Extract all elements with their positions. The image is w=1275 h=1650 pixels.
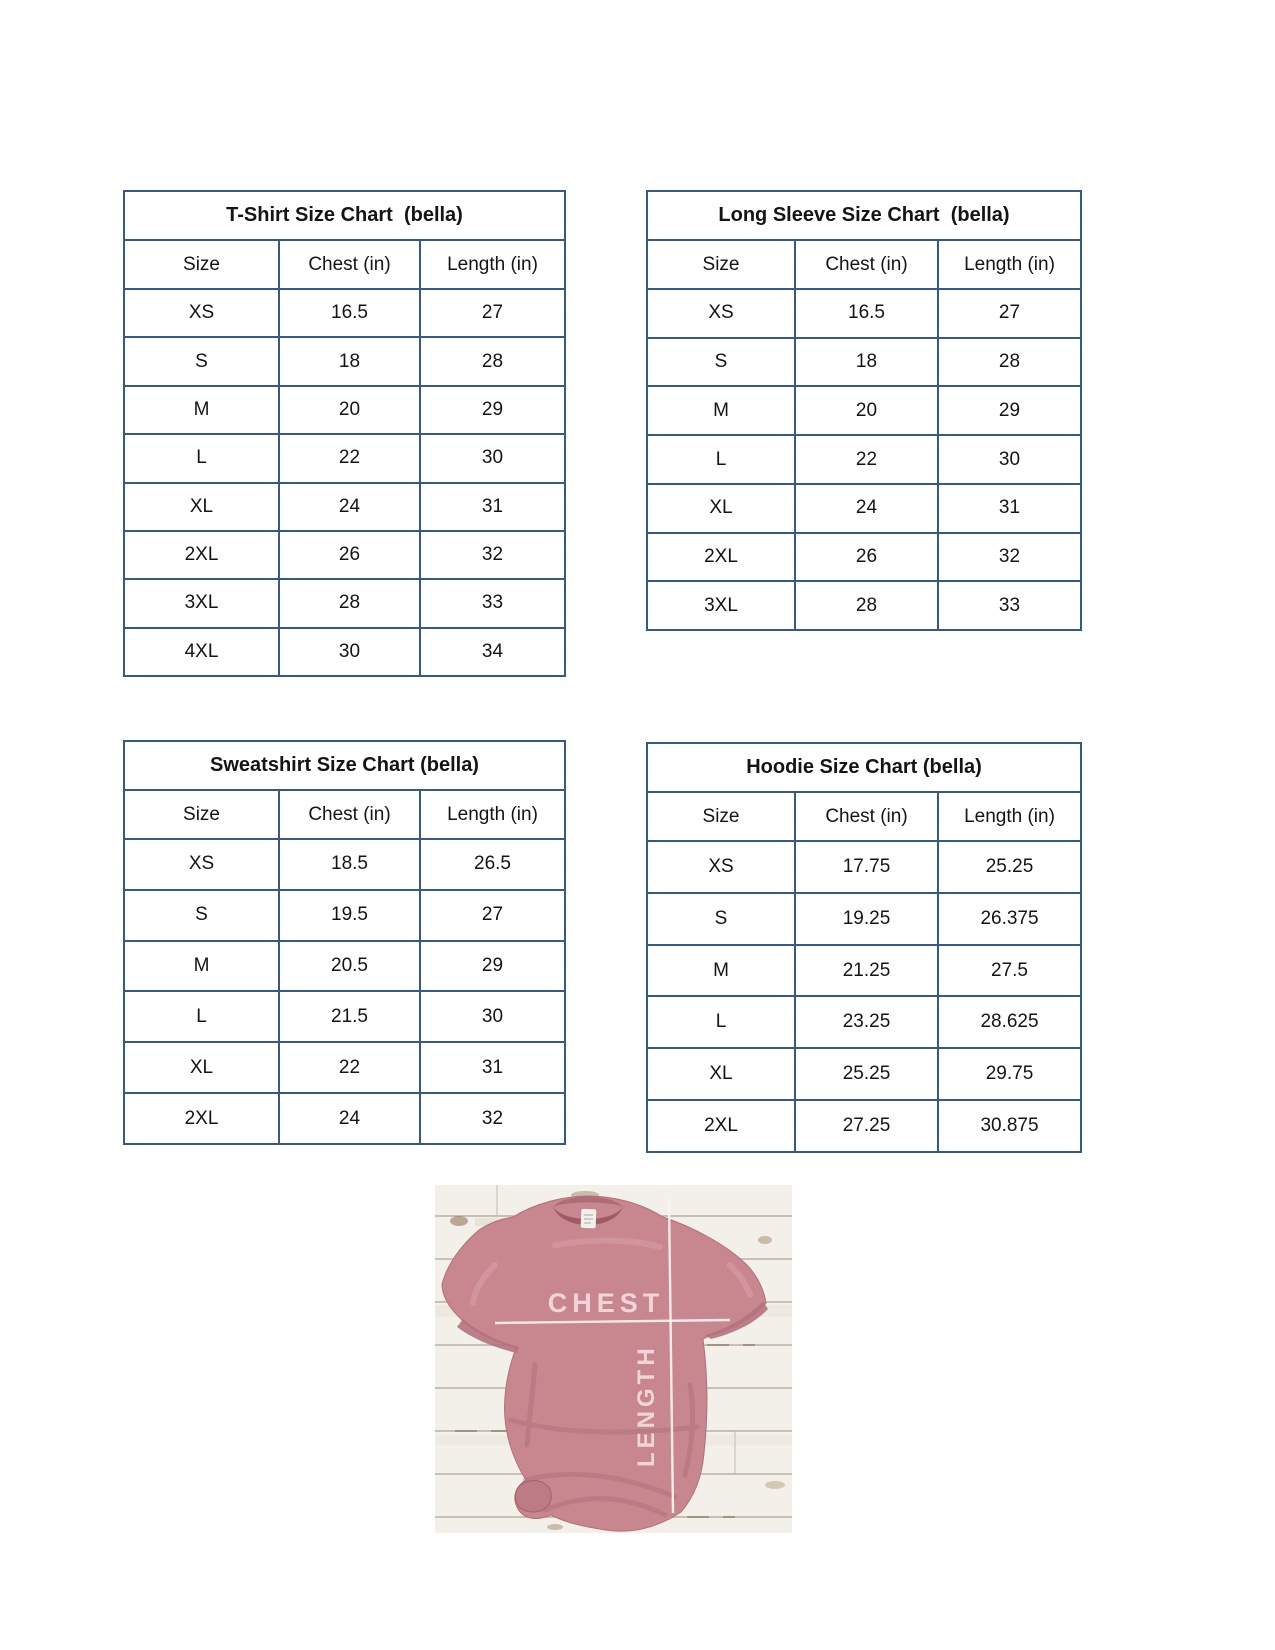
size-cell: 22 (794, 436, 937, 483)
size-cell: L (715, 448, 727, 470)
size-cell: 31 (419, 484, 564, 530)
size-cell: 29.75 (937, 1049, 1080, 1099)
sweatshirt-size-chart-table (123, 740, 566, 1145)
table-row (648, 434, 1080, 483)
size-cell: 30 (419, 992, 564, 1041)
size-cell: 27.5 (937, 946, 1080, 996)
size-cell: 27 (419, 290, 564, 336)
column-header-length: Length (in) (419, 241, 564, 288)
size-cell: 21.25 (794, 946, 937, 996)
table-row (648, 944, 1080, 996)
size-cell: XL (709, 497, 733, 519)
column-header-chest: Chest (in) (278, 791, 419, 838)
tshirt-photo-svg (435, 1185, 792, 1533)
size-cell: 21.5 (278, 992, 419, 1041)
size-cell: 26 (794, 534, 937, 581)
tshirt-measurement-photo (435, 1185, 792, 1533)
hem-knot (515, 1481, 551, 1512)
size-cell: S (195, 904, 208, 926)
length-label: LENGTH (633, 1344, 660, 1467)
size-cell: 24 (278, 1094, 419, 1143)
size-cell: 32 (937, 534, 1080, 581)
size-cell: M (193, 398, 210, 420)
table-row (125, 530, 564, 578)
size-cell: 29 (419, 387, 564, 433)
table-body (125, 840, 564, 1143)
size-cell: S (714, 907, 728, 929)
size-cell: 31 (419, 1043, 564, 1092)
size-cell: M (713, 399, 729, 421)
size-cell: XS (708, 302, 734, 324)
size-cell: XS (188, 302, 215, 324)
size-cell: 20 (278, 387, 419, 433)
size-cell: 4XL (184, 640, 219, 662)
column-header-chest: Chest (in) (278, 241, 419, 288)
size-cell: 27.25 (794, 1101, 937, 1151)
size-cell: 32 (419, 532, 564, 578)
size-cell: S (714, 351, 728, 373)
table-row (125, 627, 564, 675)
table-row (648, 483, 1080, 532)
size-cell: 31 (937, 485, 1080, 532)
size-cell: 16.5 (278, 290, 419, 336)
size-cell: 18.5 (278, 840, 419, 889)
table-row (125, 840, 564, 889)
column-header-length: Length (in) (937, 241, 1080, 288)
size-cell: 18 (278, 338, 419, 384)
size-cell: 27 (419, 891, 564, 940)
column-header-chest: Chest (in) (794, 793, 937, 840)
table-body (648, 290, 1080, 629)
table-row (125, 990, 564, 1041)
table-row (125, 482, 564, 530)
size-cell: 20 (794, 387, 937, 434)
size-cell: 22 (278, 1043, 419, 1092)
size-cell: 23.25 (794, 997, 937, 1047)
table-row (125, 336, 564, 384)
size-cell: XL (189, 1056, 214, 1078)
table-row (648, 892, 1080, 944)
size-cell: 25.25 (794, 1049, 937, 1099)
size-cell: 26.5 (419, 840, 564, 889)
size-cell: 29 (419, 942, 564, 991)
column-header-size: Size (702, 805, 740, 827)
size-cell: 16.5 (794, 290, 937, 337)
column-header-length: Length (in) (937, 793, 1080, 840)
chest-label: CHEST (547, 1288, 665, 1318)
table-row (125, 1041, 564, 1092)
tshirt-size-chart-table (123, 190, 566, 677)
size-cell: 2XL (184, 544, 219, 566)
size-cell: XS (708, 855, 734, 877)
table-title: T-Shirt Size Chart (bella) (125, 192, 564, 241)
table-header-row (125, 791, 564, 840)
table-title: Sweatshirt Size Chart (bella) (125, 742, 564, 791)
size-cell: L (196, 1005, 207, 1027)
size-cell: L (715, 1011, 727, 1033)
table-row (648, 580, 1080, 629)
long-sleeve-size-chart-table (646, 190, 1082, 631)
column-header-length: Length (in) (419, 791, 564, 838)
size-cell: 26 (278, 532, 419, 578)
size-cell: 25.25 (937, 842, 1080, 892)
table-body (125, 290, 564, 675)
hoodie-size-chart-table (646, 742, 1082, 1153)
table-header-row (648, 793, 1080, 842)
table-row (125, 290, 564, 336)
size-cell: 3XL (704, 594, 738, 616)
size-cell: 28 (937, 339, 1080, 386)
size-cell: 17.75 (794, 842, 937, 892)
size-cell: 20.5 (278, 942, 419, 991)
table-body (648, 842, 1080, 1151)
table-row (125, 578, 564, 626)
size-cell: 3XL (184, 592, 219, 614)
collar-tag (581, 1209, 597, 1229)
column-header-size: Size (183, 253, 220, 275)
size-cell: 33 (419, 580, 564, 626)
size-cell: 2XL (704, 545, 738, 567)
table-row (125, 1092, 564, 1143)
column-header-chest: Chest (in) (794, 241, 937, 288)
size-cell: 19.5 (278, 891, 419, 940)
size-cell: 29 (937, 387, 1080, 434)
size-cell: 30 (278, 629, 419, 675)
table-row (125, 385, 564, 433)
size-cell: 34 (419, 629, 564, 675)
size-cell: 27 (937, 290, 1080, 337)
size-cell: 33 (937, 582, 1080, 629)
table-row (648, 995, 1080, 1047)
size-cell: L (196, 447, 207, 469)
column-header-size: Size (702, 253, 740, 275)
size-cell: 30.875 (937, 1101, 1080, 1151)
size-cell: 30 (937, 436, 1080, 483)
size-cell: 26.375 (937, 894, 1080, 944)
size-cell: 24 (794, 485, 937, 532)
size-cell: 28.625 (937, 997, 1080, 1047)
size-cell: XL (189, 495, 214, 517)
size-cell: 2XL (184, 1107, 219, 1129)
table-row (648, 1047, 1080, 1099)
table-title: Hoodie Size Chart (bella) (648, 744, 1080, 793)
size-cell: XS (188, 853, 215, 875)
column-header-size: Size (183, 803, 220, 825)
size-cell: M (713, 959, 729, 981)
table-row (648, 337, 1080, 386)
size-cell: 18 (794, 339, 937, 386)
size-cell: XL (709, 1063, 733, 1085)
table-header-row (648, 241, 1080, 290)
size-cell: S (195, 350, 208, 372)
table-row (648, 1099, 1080, 1151)
size-cell: 32 (419, 1094, 564, 1143)
table-row (125, 889, 564, 940)
size-cell: 22 (278, 435, 419, 481)
table-row (125, 433, 564, 481)
size-cell: 28 (794, 582, 937, 629)
size-cell: 2XL (704, 1115, 738, 1137)
table-row (648, 290, 1080, 337)
size-cell: 19.25 (794, 894, 937, 944)
size-cell: M (193, 955, 210, 977)
table-row (125, 940, 564, 991)
table-header-row (125, 241, 564, 290)
size-cell: 28 (419, 338, 564, 384)
table-row (648, 532, 1080, 581)
table-title: Long Sleeve Size Chart (bella) (648, 192, 1080, 241)
size-cell: 30 (419, 435, 564, 481)
table-row (648, 842, 1080, 892)
table-row (648, 385, 1080, 434)
size-cell: 24 (278, 484, 419, 530)
size-cell: 28 (278, 580, 419, 626)
